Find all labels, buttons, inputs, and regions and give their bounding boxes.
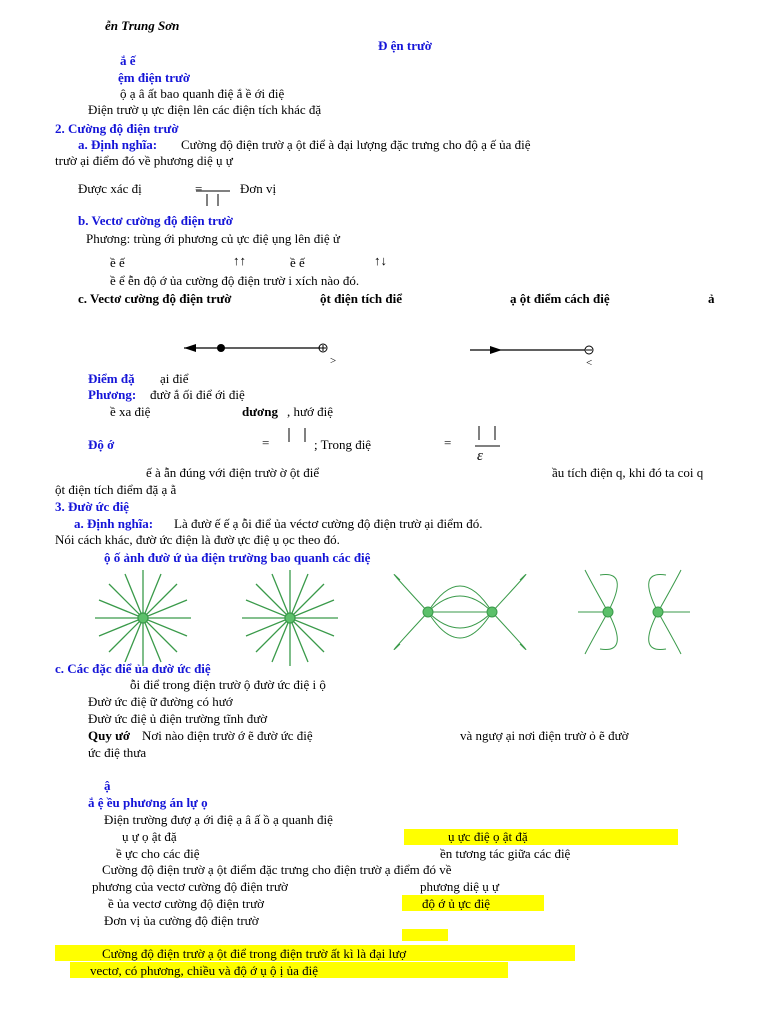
arrow-head bbox=[184, 344, 196, 352]
magnitude-label: Độ ớ bbox=[88, 437, 115, 452]
text-line: ; Trong điệ bbox=[314, 437, 372, 452]
svg-text:<: < bbox=[586, 357, 593, 369]
section-heading: 3. Đườ ức điệ bbox=[55, 499, 130, 514]
text-line: ạ ột điểm cách điệ bbox=[510, 291, 610, 306]
text-line: ụ ự ọ ật đặ bbox=[122, 829, 177, 844]
epsilon: ε bbox=[477, 448, 483, 464]
equals-sign: = bbox=[262, 435, 270, 450]
text-line: ột điện tích điể bbox=[320, 291, 402, 306]
text-line: Đườ ức điệ ủ điện trường tĩnh đườ bbox=[88, 711, 268, 726]
text-line: , hướ điệ bbox=[287, 404, 334, 419]
text-line: Cường độ điện trườ ạ ột điểm đặc trưng cho điện trườ ạ điểm đó về bbox=[102, 862, 452, 877]
text-line: Đơn vị ủa cường độ điện trườ bbox=[104, 913, 259, 928]
text-line: phương của vectơ cường độ điện trườ bbox=[92, 879, 288, 894]
equals-sign: = bbox=[444, 435, 452, 450]
text-line: ề ủa vectơ cường độ điện trườ bbox=[108, 896, 264, 911]
text-line: Điện trường đượ ạ ới điệ ạ â ấ ồ ạ quanh điệ bbox=[104, 812, 333, 827]
text-line: dương bbox=[242, 404, 278, 419]
text-line: ộ ạ â ất bao quanh điệ ắ ề ới điệ bbox=[120, 86, 285, 101]
text-line: ề ực cho các điệ bbox=[116, 846, 200, 861]
formula-label: Được xác đị bbox=[78, 181, 142, 196]
answer-text: phương diệ ụ ự bbox=[420, 879, 500, 894]
point-dot bbox=[217, 344, 225, 352]
page-title: Đ ện trườ bbox=[378, 38, 432, 53]
section-heading: ậ bbox=[104, 778, 111, 793]
section-heading: ệm điện trườ bbox=[118, 70, 191, 85]
subsection-heading: c. Vectơ cường độ điện trườ bbox=[78, 291, 232, 306]
field-like-charges bbox=[578, 570, 690, 654]
text-line: ả bbox=[708, 291, 715, 306]
arrow-head bbox=[490, 346, 502, 354]
text-line: ề xa điệ bbox=[110, 404, 151, 419]
answer-text: độ ớ ủ ực điệ bbox=[422, 896, 491, 911]
arrows-symbol: ↑↓ bbox=[374, 253, 387, 268]
subsection-heading: b. Vectơ cường độ điện trườ bbox=[78, 213, 233, 228]
text-line: Phương: trùng ới phương củ ực điệ ụng lên điệ ử bbox=[86, 231, 340, 246]
text-line: trườ ại điểm đó về phương diệ ụ ự bbox=[55, 153, 233, 168]
text-line: ề ế bbox=[110, 255, 125, 270]
text-line: Là đườ ế ế ạ ỗi điể ủa véctơ cường độ điện trườ ại điểm đó. bbox=[174, 516, 483, 531]
point-label: Điểm đặ bbox=[88, 371, 135, 386]
text-line: ề ể ễn độ ớ ủa cường độ điện trườ i xích nào đó. bbox=[110, 273, 360, 288]
text-line: ột điện tích điểm đặ ạ ằ bbox=[55, 482, 177, 497]
section-heading: 2. Cường độ điện trườ bbox=[55, 121, 179, 136]
arrows-symbol: ↑↑ bbox=[233, 253, 246, 268]
subsection-label: a. Định nghĩa: bbox=[78, 137, 158, 152]
text-line: vectơ, có phương, chiều và độ ớ ụ ộ ị ủa điệ bbox=[90, 963, 319, 978]
text-line: và ngượ ại nơi điện trườ ỏ ẽ đườ bbox=[460, 728, 629, 743]
text-line: Đườ ức điệ ữ đường có hướ bbox=[88, 694, 233, 709]
author: ễn Trung Sơn bbox=[105, 18, 180, 33]
answer-text: ền tương tác giữa các điệ bbox=[440, 846, 571, 861]
text-line: ức điệ thưa bbox=[88, 745, 147, 760]
text-line: ề ế bbox=[290, 255, 305, 270]
text-line: Cường độ điện trườ ạ ột điể trong điện trườ ất kì là đại lượ bbox=[102, 946, 407, 961]
text-line: ỗi điể trong điện trườ ộ đườ ức điệ i ộ bbox=[130, 677, 326, 692]
text-line: ầu tích điện q, khi đó ta coi q bbox=[552, 465, 704, 480]
field-negative bbox=[242, 570, 338, 666]
text-line: đườ ắ ối điể ới điệ bbox=[150, 387, 245, 402]
svg-text:>: > bbox=[330, 355, 337, 367]
section-heading: c. Các đặc điể ủa đườ ức điệ bbox=[55, 661, 211, 676]
field-dipole bbox=[394, 574, 526, 649]
text-line: Điện trườ ụ ực điện lên các điện tích khác đặ bbox=[88, 102, 322, 117]
subsection-heading: ộ ố ảnh đườ ứ ủa điện trường bao quanh các điệ bbox=[104, 550, 371, 565]
field-positive bbox=[95, 570, 191, 666]
subtitle: ắ ế bbox=[120, 53, 136, 68]
answer-text: ụ ực điệ ọ ật đặ bbox=[448, 829, 528, 844]
text-line: ế à ẫn đúng với điện trườ ờ ột điể bbox=[146, 465, 320, 480]
convention-label: Quy ướ bbox=[88, 728, 131, 743]
text-line: ại điể bbox=[160, 371, 189, 386]
subsection-label: a. Định nghĩa: bbox=[74, 516, 154, 531]
text-line: Nơi nào điện trườ ớ ẽ đườ ức điệ bbox=[142, 728, 313, 743]
equals-sign: = bbox=[195, 181, 203, 196]
unit-label: Đơn vị bbox=[240, 181, 277, 196]
text-line: Cường độ điện trườ ạ ột điể à đại lượng đặc trưng cho độ ạ ế ủa điệ bbox=[181, 137, 531, 152]
section-heading: ắ ệ ều phương án lự ọ bbox=[88, 795, 208, 810]
direction-label: Phương: bbox=[88, 387, 137, 402]
text-line: Nói cách khác, đườ ức điện là đườ ực điệ ụ ọc theo đó. bbox=[55, 532, 340, 547]
